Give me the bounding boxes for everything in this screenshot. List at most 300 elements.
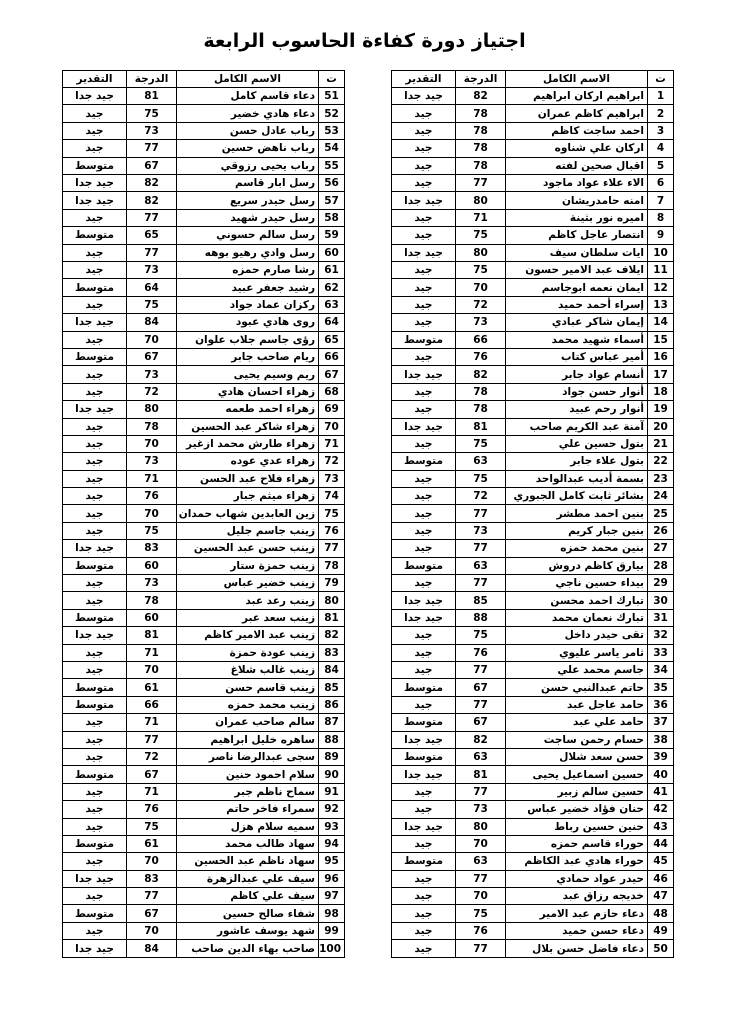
table-row (63, 575, 345, 592)
row-number: 94 (319, 835, 345, 852)
row-number: 42 (648, 801, 674, 818)
student-name: حامد عاجل عبد (506, 696, 648, 713)
grade-value: جيد (392, 435, 456, 452)
table-row (392, 609, 674, 626)
student-name: حامد علي عبد (506, 714, 648, 731)
table-row (63, 418, 345, 435)
student-name: رسل سالم حسوني (177, 227, 319, 244)
row-number: 10 (648, 244, 674, 261)
row-number: 40 (648, 766, 674, 783)
table-row (392, 835, 674, 852)
row-number: 75 (319, 505, 345, 522)
student-name: تبارك احمد محسن (506, 592, 648, 609)
degree-value: 64 (127, 279, 177, 296)
degree-value: 67 (456, 679, 506, 696)
row-number: 67 (319, 366, 345, 383)
grade-value: متوسط (392, 714, 456, 731)
grade-value: جيد (63, 140, 127, 157)
degree-value: 80 (127, 401, 177, 418)
table-row (392, 331, 674, 348)
row-number: 31 (648, 609, 674, 626)
degree-value: 70 (456, 888, 506, 905)
row-number: 20 (648, 418, 674, 435)
degree-value: 67 (127, 348, 177, 365)
student-name: اركان علي شناوه (506, 140, 648, 157)
row-number: 52 (319, 105, 345, 122)
table-row (63, 227, 345, 244)
grade-value: جيد (392, 175, 456, 192)
student-name: حسن سعد شلال (506, 748, 648, 765)
degree-value: 84 (127, 314, 177, 331)
degree-value: 77 (456, 575, 506, 592)
student-name: حسام رحمن ساجت (506, 731, 648, 748)
student-name: بنين محمد حمزه (506, 540, 648, 557)
row-number: 15 (648, 331, 674, 348)
grade-value: جيد (392, 522, 456, 539)
student-name: حسين سالم زبير (506, 783, 648, 800)
table-row (63, 870, 345, 887)
grade-value: جيد (63, 122, 127, 139)
degree-value: 67 (127, 905, 177, 922)
grade-value: جيد (392, 922, 456, 939)
grade-value: جيد جدا (63, 870, 127, 887)
student-name: أمير عباس كتاب (506, 348, 648, 365)
grade-value: جيد (392, 540, 456, 557)
degree-value: 72 (127, 748, 177, 765)
grade-value: متوسط (63, 679, 127, 696)
grade-value: جيد جدا (392, 88, 456, 105)
student-name: زينب عودة حمزة (177, 644, 319, 661)
table-row (63, 401, 345, 418)
table-row (392, 644, 674, 661)
table-row (392, 540, 674, 557)
student-name: جاسم محمد علي (506, 661, 648, 678)
row-number: 74 (319, 488, 345, 505)
degree-value: 71 (456, 209, 506, 226)
grade-value: جيد (392, 835, 456, 852)
degree-value: 82 (456, 366, 506, 383)
student-name: رباب ناهض حسين (177, 140, 319, 157)
grade-value: متوسط (392, 748, 456, 765)
grade-value: جيد (63, 331, 127, 348)
row-number: 61 (319, 262, 345, 279)
row-number: 83 (319, 644, 345, 661)
grade-value: جيد (392, 105, 456, 122)
row-number: 77 (319, 540, 345, 557)
row-number: 99 (319, 922, 345, 939)
grade-value: جيد جدا (392, 592, 456, 609)
table-row (392, 122, 674, 139)
header-degree: الدرجة (456, 71, 506, 88)
row-number: 71 (319, 435, 345, 452)
table-row (63, 905, 345, 922)
student-name: بنين احمد مطشر (506, 505, 648, 522)
table-row (392, 279, 674, 296)
student-name: رباب عادل حسن (177, 122, 319, 139)
row-number: 26 (648, 522, 674, 539)
grade-value: جيد (63, 592, 127, 609)
row-number: 19 (648, 401, 674, 418)
table-row (392, 696, 674, 713)
table-row (63, 818, 345, 835)
row-number: 62 (319, 279, 345, 296)
table-row (392, 748, 674, 765)
degree-value: 82 (456, 88, 506, 105)
table-row (392, 488, 674, 505)
student-name: حنين حسين رباط (506, 818, 648, 835)
row-number: 89 (319, 748, 345, 765)
row-number: 37 (648, 714, 674, 731)
student-name: زينب سعد عبر (177, 609, 319, 626)
student-name: زينب جاسم جليل (177, 522, 319, 539)
degree-value: 83 (127, 540, 177, 557)
grade-value: جيد (63, 661, 127, 678)
grade-value: جيد (63, 383, 127, 400)
row-number: 80 (319, 592, 345, 609)
degree-value: 77 (456, 175, 506, 192)
row-number: 92 (319, 801, 345, 818)
table-row (63, 175, 345, 192)
table-row (392, 922, 674, 939)
grade-value: متوسط (63, 835, 127, 852)
row-number: 21 (648, 435, 674, 452)
table-row (63, 366, 345, 383)
grade-value: جيد (392, 870, 456, 887)
row-number: 5 (648, 157, 674, 174)
row-number: 78 (319, 557, 345, 574)
degree-value: 82 (127, 192, 177, 209)
grade-value: جيد (392, 314, 456, 331)
degree-value: 73 (127, 262, 177, 279)
row-number: 85 (319, 679, 345, 696)
student-name: زينب محمد حمزه (177, 696, 319, 713)
student-name: بيداء حسين ناجي (506, 575, 648, 592)
table-row (392, 679, 674, 696)
degree-value: 88 (456, 609, 506, 626)
degree-value: 77 (127, 140, 177, 157)
grade-value: جيد (63, 418, 127, 435)
row-number: 49 (648, 922, 674, 939)
student-name: بنين جبار كريم (506, 522, 648, 539)
grade-value: جيد (63, 644, 127, 661)
student-name: رشا صارم حمزه (177, 262, 319, 279)
degree-value: 71 (127, 644, 177, 661)
table-row (392, 435, 674, 452)
grade-value: جيد (63, 801, 127, 818)
student-name: سلام احمود حنين (177, 766, 319, 783)
grade-value: جيد (392, 122, 456, 139)
student-name: أنسام عواد جابر (506, 366, 648, 383)
table-row (392, 296, 674, 313)
student-name: ريام صاحب جابر (177, 348, 319, 365)
row-number: 58 (319, 209, 345, 226)
student-name: زهراء طارش محمد ازغير (177, 435, 319, 452)
grade-value: جيد (392, 157, 456, 174)
student-name: رشيد جعفر عبيد (177, 279, 319, 296)
grade-value: متوسط (392, 853, 456, 870)
row-number: 64 (319, 314, 345, 331)
row-number: 44 (648, 835, 674, 852)
student-name: زينب رعد عبد (177, 592, 319, 609)
student-name: خديجه رزاق عبد (506, 888, 648, 905)
grade-value: جيد (63, 244, 127, 261)
student-name: بتول حسين علي (506, 435, 648, 452)
student-name: أسماء شهيد محمد (506, 331, 648, 348)
student-name: إيمان شاكر عبادي (506, 314, 648, 331)
degree-value: 75 (456, 905, 506, 922)
table-row (392, 557, 674, 574)
table-row (63, 470, 345, 487)
table-row (392, 192, 674, 209)
grade-value: متوسط (392, 453, 456, 470)
grade-value: جيد جدا (63, 192, 127, 209)
student-name: أنوار حسن جواد (506, 383, 648, 400)
row-number: 93 (319, 818, 345, 835)
degree-value: 81 (127, 627, 177, 644)
row-number: 13 (648, 296, 674, 313)
header-grade: التقدير (392, 71, 456, 88)
grade-value: متوسط (63, 279, 127, 296)
student-name: حيدر عواد حمادي (506, 870, 648, 887)
degree-value: 70 (127, 661, 177, 678)
grades-table-left (62, 70, 345, 958)
table-header-row (63, 71, 345, 88)
row-number: 8 (648, 209, 674, 226)
table-row (63, 383, 345, 400)
student-name: ساهره خليل ابراهيم (177, 731, 319, 748)
table-row (63, 192, 345, 209)
header-degree: الدرجة (127, 71, 177, 88)
row-number: 60 (319, 244, 345, 261)
row-number: 100 (319, 940, 345, 958)
degree-value: 70 (127, 435, 177, 452)
degree-value: 73 (456, 522, 506, 539)
student-name: زهراء عدي عوده (177, 453, 319, 470)
student-name: زينب عبد الامير كاظم (177, 627, 319, 644)
table-row (392, 383, 674, 400)
grade-value: جيد جدا (63, 88, 127, 105)
grade-value: جيد (63, 209, 127, 226)
degree-value: 61 (127, 835, 177, 852)
student-name: زين العابدين شهاب حمدان (177, 505, 319, 522)
table-row (63, 922, 345, 939)
student-name: ثامر ياسر عليوي (506, 644, 648, 661)
row-number: 50 (648, 940, 674, 958)
degree-value: 75 (456, 227, 506, 244)
student-name: سجى عبدالرضا ناصر (177, 748, 319, 765)
student-name: سالم صاحب عمران (177, 714, 319, 731)
table-row (63, 296, 345, 313)
grade-value: جيد جدا (63, 314, 127, 331)
student-name: بيارق كاظم دروش (506, 557, 648, 574)
degree-value: 78 (456, 401, 506, 418)
row-number: 97 (319, 888, 345, 905)
row-number: 51 (319, 88, 345, 105)
row-number: 82 (319, 627, 345, 644)
student-name: زينب خضير عباس (177, 575, 319, 592)
student-name: حسين اسماعيل يحيى (506, 766, 648, 783)
degree-value: 77 (127, 888, 177, 905)
degree-value: 72 (456, 488, 506, 505)
grade-value: جيد (392, 888, 456, 905)
table-row (392, 105, 674, 122)
student-name: دعاء فاضل حسن بلال (506, 940, 648, 958)
student-name: سيف علي عبدالزهرة (177, 870, 319, 887)
degree-value: 70 (127, 922, 177, 939)
row-number: 57 (319, 192, 345, 209)
student-name: زينب غالب شلاغ (177, 661, 319, 678)
header-name: الاسم الكامل (177, 71, 319, 88)
row-number: 84 (319, 661, 345, 678)
grade-value: جيد جدا (392, 244, 456, 261)
row-number: 9 (648, 227, 674, 244)
grade-value: جيد (392, 279, 456, 296)
table-row (392, 731, 674, 748)
degree-value: 60 (127, 609, 177, 626)
degree-value: 77 (456, 505, 506, 522)
row-number: 98 (319, 905, 345, 922)
row-number: 29 (648, 575, 674, 592)
student-name: الاء علاء عواد ماجود (506, 175, 648, 192)
grade-value: جيد (63, 748, 127, 765)
row-number: 2 (648, 105, 674, 122)
degree-value: 65 (127, 227, 177, 244)
degree-value: 81 (456, 418, 506, 435)
degree-value: 75 (127, 522, 177, 539)
degree-value: 81 (456, 766, 506, 783)
row-number: 30 (648, 592, 674, 609)
table-row (63, 453, 345, 470)
student-name: ابراهيم كاظم عمران (506, 105, 648, 122)
row-number: 70 (319, 418, 345, 435)
grade-value: جيد جدا (63, 940, 127, 958)
table-row (392, 314, 674, 331)
table-row (63, 262, 345, 279)
grade-value: متوسط (392, 679, 456, 696)
row-number: 4 (648, 140, 674, 157)
grade-value: جيد جدا (63, 627, 127, 644)
grade-value: جيد (392, 296, 456, 313)
degree-value: 67 (127, 766, 177, 783)
grade-value: جيد (63, 453, 127, 470)
row-number: 66 (319, 348, 345, 365)
row-number: 46 (648, 870, 674, 887)
degree-value: 67 (127, 157, 177, 174)
grade-value: جيد (63, 105, 127, 122)
student-name: سميه سلام هزل (177, 818, 319, 835)
table-row (392, 88, 674, 105)
degree-value: 78 (127, 418, 177, 435)
student-name: حوراء قاسم حمزه (506, 835, 648, 852)
row-number: 22 (648, 453, 674, 470)
grade-value: جيد (63, 522, 127, 539)
row-number: 63 (319, 296, 345, 313)
degree-value: 75 (456, 262, 506, 279)
grade-value: جيد (63, 731, 127, 748)
table-row (392, 244, 674, 261)
student-name: ايمان نعمه ابوجاسم (506, 279, 648, 296)
row-number: 54 (319, 140, 345, 157)
row-number: 90 (319, 766, 345, 783)
tables-container (62, 70, 674, 958)
row-number: 95 (319, 853, 345, 870)
student-name: سماح ناظم جبر (177, 783, 319, 800)
degree-value: 80 (456, 192, 506, 209)
table-row (63, 348, 345, 365)
row-number: 6 (648, 175, 674, 192)
student-name: ايلاف عبد الامير حسون (506, 262, 648, 279)
row-number: 36 (648, 696, 674, 713)
table-row (392, 401, 674, 418)
table-row (63, 696, 345, 713)
table-row (63, 314, 345, 331)
row-number: 68 (319, 383, 345, 400)
grade-value: متوسط (392, 331, 456, 348)
grade-value: جيد جدا (63, 401, 127, 418)
grade-value: جيد (392, 627, 456, 644)
student-name: امنه حامدريشان (506, 192, 648, 209)
degree-value: 78 (456, 122, 506, 139)
grade-value: جيد (392, 505, 456, 522)
degree-value: 81 (127, 88, 177, 105)
table-row (63, 801, 345, 818)
grade-value: جيد (392, 401, 456, 418)
degree-value: 76 (127, 801, 177, 818)
student-name: تبارك نعمان محمد (506, 609, 648, 626)
table-row (63, 644, 345, 661)
grade-value: جيد (63, 262, 127, 279)
degree-value: 75 (456, 470, 506, 487)
student-name: زهراء شاكر عبد الحسين (177, 418, 319, 435)
student-name: رسل ابار قاسم (177, 175, 319, 192)
grade-value: جيد جدا (392, 366, 456, 383)
degree-value: 61 (127, 679, 177, 696)
row-number: 91 (319, 783, 345, 800)
row-number: 11 (648, 262, 674, 279)
degree-value: 70 (127, 853, 177, 870)
grade-value: جيد (392, 801, 456, 818)
row-number: 23 (648, 470, 674, 487)
student-name: رسل حيدر سريع (177, 192, 319, 209)
student-name: حوراء هادي عبد الكاظم (506, 853, 648, 870)
table-row (392, 157, 674, 174)
table-row (63, 540, 345, 557)
degree-value: 66 (127, 696, 177, 713)
row-number: 65 (319, 331, 345, 348)
grade-value: جيد (392, 470, 456, 487)
row-number: 45 (648, 853, 674, 870)
row-number: 24 (648, 488, 674, 505)
row-number: 33 (648, 644, 674, 661)
student-name: زهراء ميثم جبار (177, 488, 319, 505)
table-row (63, 731, 345, 748)
table-row (63, 105, 345, 122)
degree-value: 77 (127, 209, 177, 226)
row-number: 96 (319, 870, 345, 887)
grade-value: جيد (63, 488, 127, 505)
grade-value: جيد (63, 853, 127, 870)
degree-value: 70 (456, 835, 506, 852)
degree-value: 82 (127, 175, 177, 192)
grade-value: جيد (63, 505, 127, 522)
student-name: شفاء صالح حسين (177, 905, 319, 922)
row-number: 88 (319, 731, 345, 748)
row-number: 53 (319, 122, 345, 139)
grade-value: جيد (392, 783, 456, 800)
table-row (63, 88, 345, 105)
table-row (392, 348, 674, 365)
table-row (63, 679, 345, 696)
